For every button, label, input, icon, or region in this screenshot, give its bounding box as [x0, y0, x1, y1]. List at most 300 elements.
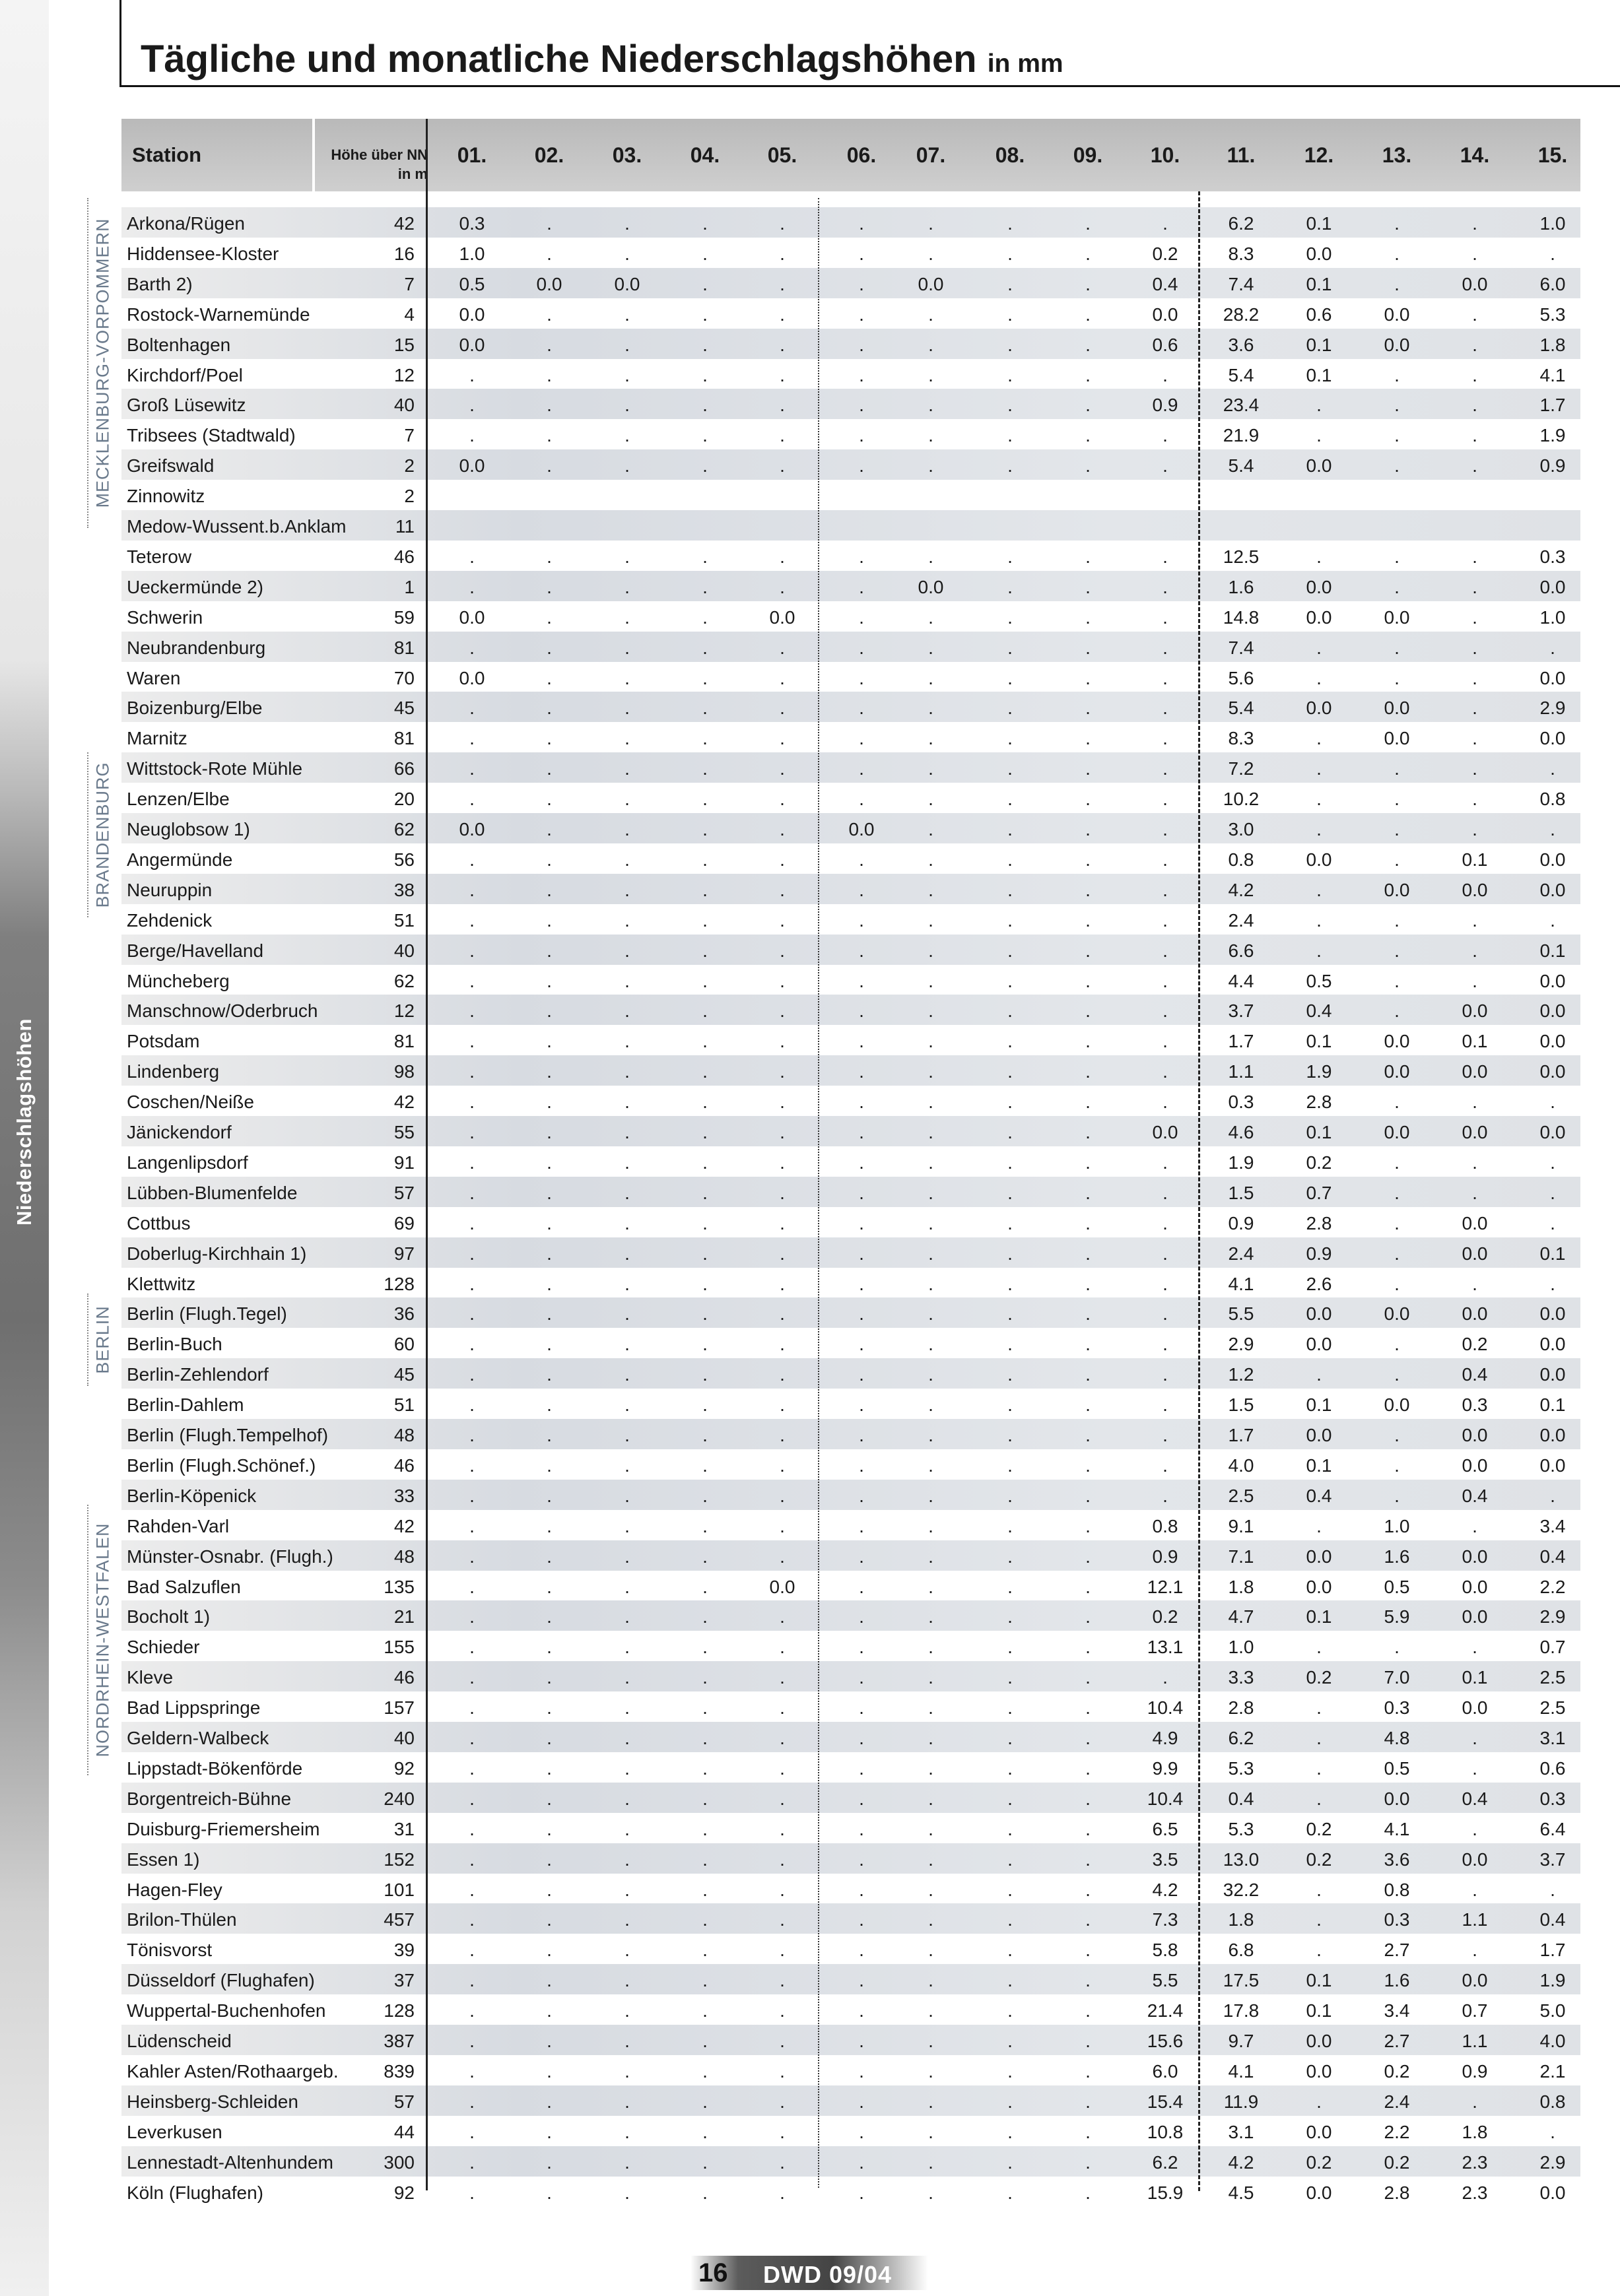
day-value: . — [624, 2121, 630, 2142]
day-value: 2.6 — [1306, 1273, 1332, 1294]
table-row — [121, 571, 1580, 601]
day-value: 0.8 — [1539, 789, 1566, 810]
day-value: 2.5 — [1539, 1697, 1566, 1719]
day-value: . — [1085, 1909, 1091, 1930]
day-value: . — [547, 213, 552, 234]
day-value: . — [469, 1879, 475, 1900]
day-value: 9.7 — [1228, 2031, 1254, 2051]
day-value: . — [1007, 2151, 1013, 2173]
day-value: . — [624, 1212, 630, 1233]
day-value: . — [702, 1455, 708, 1476]
day-value: 0.0 — [1384, 1303, 1410, 1325]
day-value: . — [1085, 1182, 1091, 1203]
day-value: . — [624, 1788, 630, 1809]
day-value: . — [702, 1394, 708, 1416]
station-name: Marnitz — [127, 728, 187, 749]
day-value: . — [928, 1485, 933, 1506]
day-value: 0.0 — [1539, 728, 1566, 749]
day-value: . — [1394, 213, 1400, 234]
day-value: . — [1550, 637, 1555, 658]
table-row — [121, 389, 1580, 419]
day-value: . — [624, 1334, 630, 1355]
station-name: Wuppertal-Buchenhofen — [127, 2000, 326, 2021]
station-height: 457 — [384, 1909, 415, 1930]
day-value: . — [702, 2121, 708, 2142]
day-value: . — [859, 2182, 864, 2203]
day-value: . — [859, 2031, 864, 2051]
station-name: Teterow — [127, 546, 192, 567]
day-value: . — [469, 2060, 475, 2082]
day-value: . — [624, 879, 630, 900]
day-value: . — [780, 1303, 785, 1325]
day-value: . — [469, 1425, 475, 1445]
day-value: . — [1472, 1637, 1477, 1658]
station-name: Lenzen/Elbe — [127, 789, 230, 810]
day-value: . — [702, 698, 708, 719]
station-name: Waren — [127, 667, 181, 688]
station-name: Hagen-Fley — [127, 1879, 222, 1900]
day-value: . — [469, 1031, 475, 1052]
day-value: . — [859, 1667, 864, 1688]
day-value: . — [1316, 1515, 1322, 1536]
day-value: . — [1007, 758, 1013, 779]
table-row — [121, 783, 1580, 813]
day-value: . — [780, 304, 785, 325]
station-height: 11 — [395, 516, 415, 537]
day-value: . — [780, 2000, 785, 2021]
day-value: 0.0 — [1539, 849, 1566, 870]
day-value: . — [624, 1273, 630, 1294]
station-height: 46 — [393, 546, 415, 567]
table-row — [121, 1964, 1580, 1994]
day-value: . — [1316, 879, 1322, 900]
day-value: . — [469, 1182, 475, 1203]
day-value: . — [624, 1697, 630, 1719]
day-value: . — [624, 1455, 630, 1476]
day-value: . — [1394, 819, 1400, 839]
day-value: . — [1394, 970, 1400, 991]
day-value: . — [469, 1485, 475, 1506]
day-value: . — [1394, 1455, 1400, 1476]
day-value: . — [1550, 1152, 1555, 1173]
day-value: . — [469, 849, 475, 870]
day-value: 0.1 — [1462, 1667, 1488, 1688]
day-value: 4.2 — [1228, 2151, 1254, 2173]
station-height: 128 — [384, 1273, 415, 1294]
day-value: . — [624, 2182, 630, 2203]
day-value: 0.0 — [1539, 1303, 1566, 1325]
day-value: . — [547, 1152, 552, 1173]
day-value: . — [1007, 1092, 1013, 1113]
station-height: 40 — [393, 940, 415, 961]
day-value: . — [547, 1909, 552, 1930]
day-value: . — [469, 1940, 475, 1961]
day-value: 3.6 — [1384, 1849, 1410, 1870]
day-value: . — [928, 1303, 933, 1325]
day-value: . — [469, 879, 475, 900]
day-value: 0.8 — [1384, 1879, 1410, 1900]
day-value: . — [702, 2091, 708, 2112]
day-value: . — [859, 1757, 864, 1779]
day-value: . — [1163, 1061, 1168, 1082]
day-value: . — [1472, 334, 1477, 355]
day-value: . — [469, 576, 475, 597]
day-value: . — [1007, 1394, 1013, 1416]
day-value: . — [928, 698, 933, 719]
region-line-bb — [87, 752, 88, 917]
day-value: . — [859, 1940, 864, 1961]
day-value: . — [1007, 940, 1013, 961]
day-value: . — [1007, 1728, 1013, 1748]
day-value: . — [702, 1303, 708, 1325]
day-value: . — [624, 1182, 630, 1203]
day-value: 0.0 — [1384, 1394, 1410, 1416]
day-value: 0.0 — [1384, 304, 1410, 325]
day-value: . — [702, 667, 708, 688]
station-name: Essen 1) — [127, 1849, 200, 1870]
day-value: 0.0 — [1539, 1455, 1566, 1476]
table-row — [121, 329, 1580, 359]
day-value: . — [702, 273, 708, 294]
day-value: . — [928, 1909, 933, 1930]
day-value: . — [780, 667, 785, 688]
day-value: 0.0 — [918, 273, 944, 294]
day-value: 13.0 — [1223, 1849, 1260, 1870]
table-row — [121, 1449, 1580, 1480]
day-value: . — [859, 970, 864, 991]
day-value: . — [1007, 1546, 1013, 1567]
day-value: . — [547, 758, 552, 779]
day-value: . — [469, 1364, 475, 1385]
page-number: 16 — [698, 2258, 728, 2287]
day-value: . — [1394, 425, 1400, 446]
station-name: Kleve — [127, 1667, 174, 1688]
day-value: . — [469, 909, 475, 931]
day-value: . — [859, 1728, 864, 1748]
table-row — [121, 632, 1580, 662]
day-value: 4.2 — [1152, 1879, 1178, 1900]
day-value: . — [1085, 576, 1091, 597]
day-value: 3.5 — [1152, 1849, 1178, 1870]
day-value: . — [547, 2031, 552, 2051]
day-value: 1.9 — [1539, 1970, 1566, 1991]
day-value: . — [928, 2031, 933, 2051]
day-value: 0.1 — [1306, 1031, 1332, 1052]
day-value: . — [469, 364, 475, 385]
day-value: 0.0 — [1384, 1061, 1410, 1082]
header-separator — [312, 119, 315, 191]
day-value: 4.5 — [1228, 2182, 1254, 2203]
day-value: 0.1 — [1539, 940, 1566, 961]
day-value: 0.4 — [1306, 1485, 1332, 1506]
day-value: 7.3 — [1152, 1909, 1178, 1930]
day-value: . — [547, 698, 552, 719]
day-value: . — [624, 849, 630, 870]
station-height: 97 — [393, 1243, 415, 1264]
day-value: . — [780, 2031, 785, 2051]
day-value: . — [469, 1697, 475, 1719]
day-value: . — [469, 1243, 475, 1264]
day-value: . — [1085, 1637, 1091, 1658]
day-value: . — [859, 698, 864, 719]
day-value: . — [859, 1122, 864, 1142]
day-value: . — [780, 1970, 785, 1991]
day-value: . — [780, 273, 785, 294]
station-name: Neubrandenburg — [127, 637, 266, 658]
day-value: 0.3 — [1228, 1092, 1254, 1113]
table-row — [121, 1994, 1580, 2025]
day-value: . — [624, 1940, 630, 1961]
day-value: . — [1085, 1940, 1091, 1961]
day-value: . — [702, 607, 708, 628]
day-value: . — [780, 546, 785, 567]
day-value: . — [1085, 1667, 1091, 1688]
day-value: . — [1085, 637, 1091, 658]
day-value: . — [547, 849, 552, 870]
day-value: . — [1472, 576, 1477, 597]
day-value: . — [702, 1152, 708, 1173]
day-value: 0.2 — [1152, 243, 1178, 264]
day-value: 0.0 — [459, 334, 485, 355]
day-value: 0.2 — [1384, 2060, 1410, 2082]
station-height: 45 — [393, 1364, 415, 1385]
day-value: . — [1472, 1515, 1477, 1536]
day-value: . — [624, 1061, 630, 1082]
day-value: . — [780, 1515, 785, 1536]
station-height: 62 — [393, 970, 415, 991]
day-value: . — [1085, 758, 1091, 779]
table-row — [121, 1086, 1580, 1116]
day-value: . — [469, 546, 475, 567]
day-value: . — [1085, 1394, 1091, 1416]
day-value: . — [928, 2182, 933, 2203]
day-value: . — [547, 2151, 552, 2173]
table-row — [121, 1116, 1580, 1146]
day-value: . — [1007, 1061, 1013, 1082]
day-value: . — [859, 1515, 864, 1536]
day-value: . — [469, 1728, 475, 1748]
table-row — [121, 1571, 1580, 1601]
day-value: 1.9 — [1539, 425, 1566, 446]
day-value: . — [547, 909, 552, 931]
day-header: 13. — [1382, 143, 1412, 167]
day-value: 0.0 — [1462, 1576, 1488, 1597]
day-value: . — [1394, 1092, 1400, 1113]
day-value: . — [859, 940, 864, 961]
day-value: . — [928, 1212, 933, 1233]
day-value: . — [1316, 637, 1322, 658]
table-row — [121, 207, 1580, 238]
station-name: Leverkusen — [127, 2121, 222, 2142]
day-value: . — [780, 425, 785, 446]
station-name: Münster-Osnabr. (Flugh.) — [127, 1546, 333, 1567]
day-value: . — [1007, 1485, 1013, 1506]
table-row — [121, 1934, 1580, 1964]
station-name: Lüdenscheid — [127, 2031, 232, 2051]
station-name: Zehdenick — [127, 909, 213, 931]
day-value: . — [702, 637, 708, 658]
day-value: 1.9 — [1228, 1152, 1254, 1173]
day-value: 0.0 — [1539, 970, 1566, 991]
day-value: . — [780, 1000, 785, 1022]
day-value: . — [469, 2091, 475, 2112]
table-row — [121, 510, 1580, 541]
day-value: . — [1163, 455, 1168, 476]
station-height: 42 — [393, 1092, 415, 1113]
station-height: 55 — [393, 1122, 415, 1142]
station-height: 59 — [393, 607, 415, 628]
day-value: 0.4 — [1462, 1485, 1488, 1506]
day-value: 5.0 — [1539, 2000, 1566, 2021]
day-value: . — [469, 1637, 475, 1658]
table-row — [121, 1600, 1580, 1631]
day-value: . — [928, 1788, 933, 1809]
day-value: . — [469, 395, 475, 416]
day-value: 0.0 — [459, 667, 485, 688]
day-value: . — [469, 1334, 475, 1355]
day-value: . — [1085, 455, 1091, 476]
day-value: . — [469, 1576, 475, 1597]
day-value: . — [469, 425, 475, 446]
day-value: . — [1472, 243, 1477, 264]
day-value: . — [1472, 909, 1477, 931]
day-value: . — [780, 819, 785, 839]
day-value: . — [1472, 1273, 1477, 1294]
day-value: 0.2 — [1306, 1849, 1332, 1870]
day-value: 0.0 — [848, 819, 875, 839]
day-value: 0.0 — [1306, 849, 1332, 870]
day-header: 09. — [1073, 143, 1103, 167]
day-value: . — [1007, 1879, 1013, 1900]
day-value: 0.0 — [1152, 304, 1178, 325]
day-header: 03. — [612, 143, 642, 167]
day-value: . — [928, 1515, 933, 1536]
day-value: 0.0 — [1539, 1425, 1566, 1445]
day-value: 1.0 — [1539, 607, 1566, 628]
station-height: 70 — [393, 667, 415, 688]
day-value: . — [624, 1152, 630, 1173]
day-value: . — [1007, 1940, 1013, 1961]
day-value: . — [1085, 1000, 1091, 1022]
day-value: . — [1394, 637, 1400, 658]
day-value: . — [859, 2060, 864, 2082]
day-value: 2.8 — [1306, 1212, 1332, 1233]
day-value: . — [624, 1122, 630, 1142]
day-value: . — [928, 1425, 933, 1445]
day-value: . — [624, 970, 630, 991]
day-value: . — [469, 728, 475, 749]
station-name: Ueckermünde 2) — [127, 576, 263, 597]
station-height: 839 — [384, 2060, 415, 2082]
day-value: 1.8 — [1228, 1576, 1254, 1597]
day-value: . — [928, 304, 933, 325]
day-value: . — [547, 1546, 552, 1567]
day-value: . — [1007, 2091, 1013, 2112]
day-value: . — [1394, 1243, 1400, 1264]
station-name: Lippstadt-Bökenförde — [127, 1757, 303, 1779]
day-value: . — [1316, 1940, 1322, 1961]
day-value: . — [928, 909, 933, 931]
day-value: . — [1085, 546, 1091, 567]
day-value: . — [702, 1092, 708, 1113]
station-name: Borgentreich-Bühne — [127, 1788, 292, 1809]
table-row — [121, 1237, 1580, 1268]
day-value: 1.1 — [1462, 2031, 1488, 2051]
table-row — [121, 1025, 1580, 1055]
day-value: . — [1472, 1757, 1477, 1779]
publication-id: DWD 09/04 — [763, 2261, 893, 2288]
day-value: . — [859, 273, 864, 294]
day-value: 0.4 — [1306, 1000, 1332, 1022]
day-value: . — [1007, 213, 1013, 234]
day-value: 17.5 — [1223, 1970, 1260, 1991]
day-value: . — [702, 455, 708, 476]
day-value: . — [1472, 698, 1477, 719]
day-value: . — [702, 1212, 708, 1233]
day-value: 2.8 — [1306, 1092, 1332, 1113]
day-value: 0.9 — [1152, 395, 1178, 416]
day-value: 0.0 — [1384, 1788, 1410, 1809]
day-value: . — [928, 1243, 933, 1264]
station-height: 7 — [404, 273, 415, 294]
day-value: . — [547, 1061, 552, 1082]
day-value: 7.2 — [1228, 758, 1254, 779]
day-value: . — [1007, 1122, 1013, 1142]
day-value: . — [702, 1122, 708, 1142]
day-value: . — [1007, 273, 1013, 294]
day-value: . — [780, 1697, 785, 1719]
day-value: 0.6 — [1539, 1757, 1566, 1779]
day-value: 14.8 — [1223, 607, 1260, 628]
day-value: . — [1163, 1334, 1168, 1355]
day-value: . — [624, 1303, 630, 1325]
day-value: . — [1550, 1879, 1555, 1900]
day-value: . — [469, 2000, 475, 2021]
day-value: . — [928, 1818, 933, 1839]
day-value: . — [547, 667, 552, 688]
day-value: 4.0 — [1539, 2031, 1566, 2051]
day-value: . — [547, 1031, 552, 1052]
day-value: 2.7 — [1384, 2031, 1410, 2051]
day-value: . — [928, 1061, 933, 1082]
day-value: . — [469, 1546, 475, 1567]
day-value: . — [780, 1606, 785, 1627]
day-value: . — [1007, 1243, 1013, 1264]
day-value: 2.2 — [1539, 1576, 1566, 1597]
day-value: . — [1007, 1606, 1013, 1627]
day-value: . — [928, 607, 933, 628]
day-value: . — [1163, 879, 1168, 900]
day-value: . — [780, 1879, 785, 1900]
day-value: . — [702, 1273, 708, 1294]
day-value: . — [859, 1303, 864, 1325]
day-value: . — [1550, 1092, 1555, 1113]
day-value: . — [702, 1849, 708, 1870]
station-name: Berlin-Zehlendorf — [127, 1364, 269, 1385]
day-value: . — [624, 2060, 630, 2082]
day-value: . — [1085, 1212, 1091, 1233]
day-value: . — [1163, 1273, 1168, 1294]
day-value: . — [780, 1031, 785, 1052]
day-value: . — [547, 1334, 552, 1355]
day-value: . — [780, 1757, 785, 1779]
day-value: 0.0 — [1539, 1031, 1566, 1052]
day-value: 2.4 — [1384, 2091, 1410, 2112]
day-value: . — [1163, 909, 1168, 931]
day-value: 0.0 — [1539, 667, 1566, 688]
station-name: Kirchdorf/Poel — [127, 364, 243, 385]
day-value: . — [1316, 546, 1322, 567]
